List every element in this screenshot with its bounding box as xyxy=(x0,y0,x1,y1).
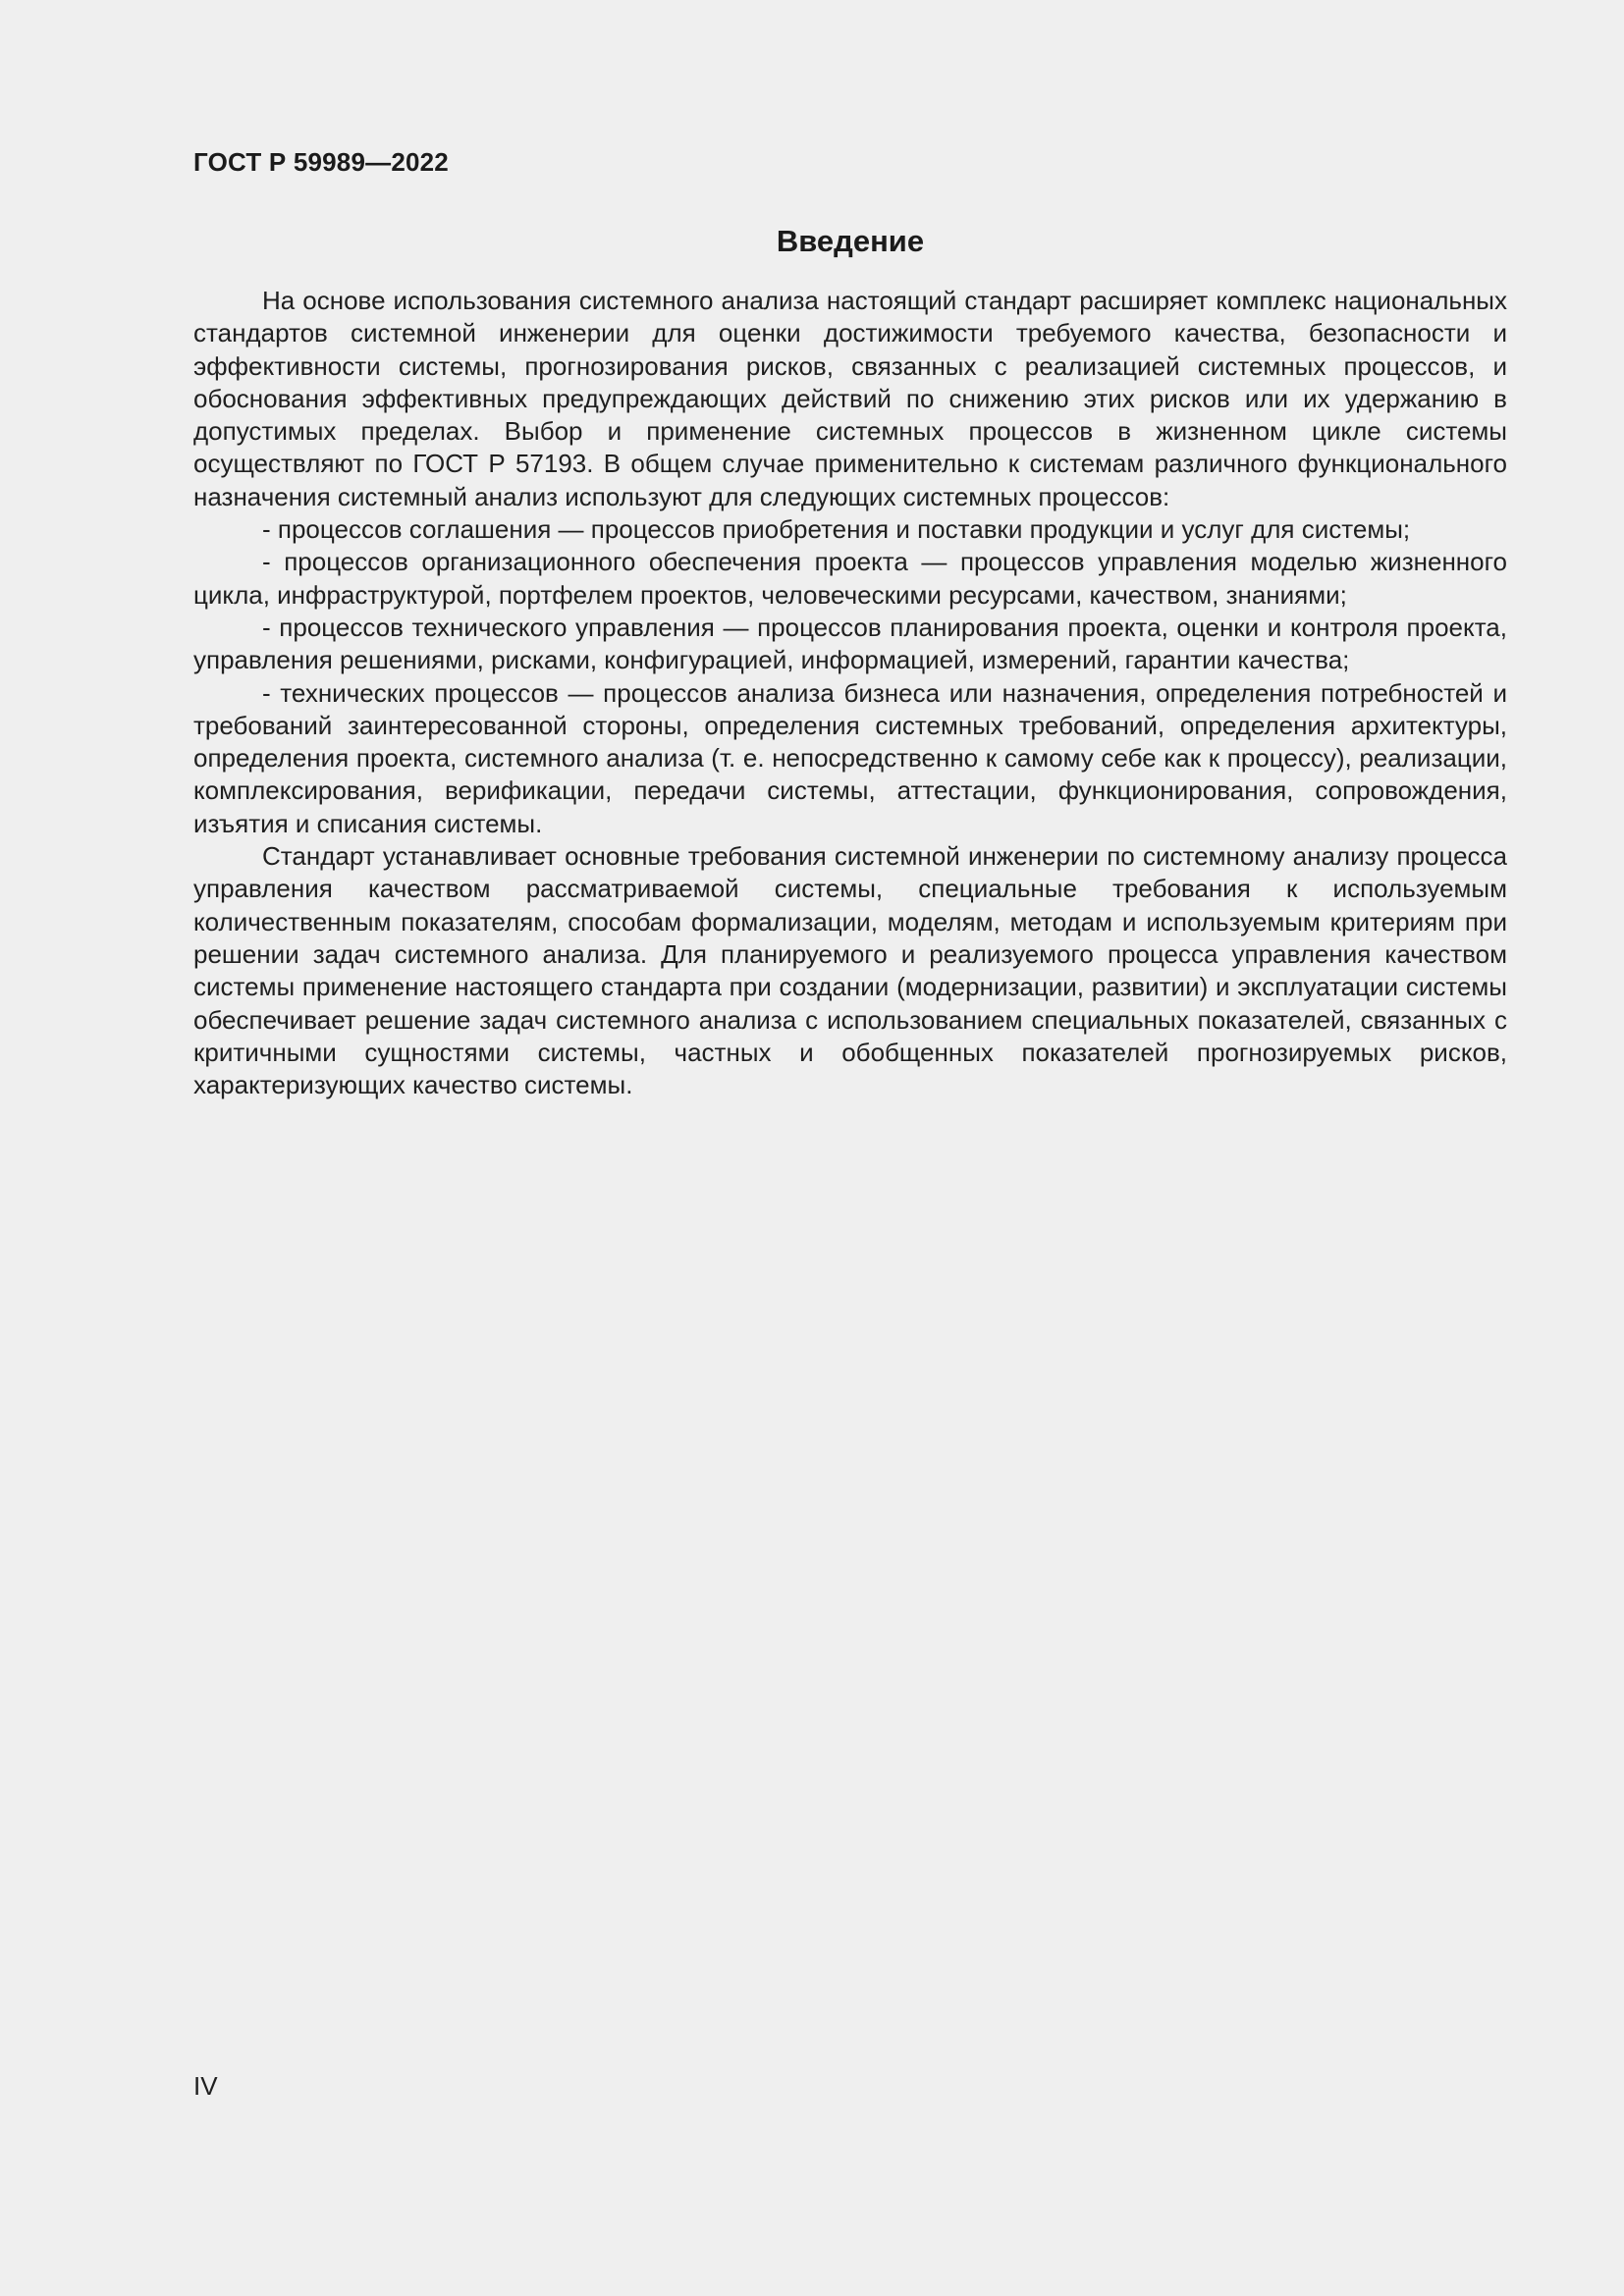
document-code: ГОСТ Р 59989—2022 xyxy=(193,147,449,177)
intro-paragraph: На основе использования системного анализа настоящий стандарт расширяет комплекс национальных стандартов системной инженерии для оценки достижимости требуемого качества, безопасности и эффективности системы, прогнозирования рисков, связанных с реализацией системных процессов, и обоснования эффективных предупреждающих действий по снижению этих рисков или их удержанию в допустимых пределах. Выбор и применение системных процессов в жизненном цикле системы осуществляют по ГОСТ Р 57193. В общем случае применительно к системам различного функционального назначения системный анализ используют для следующих системных процессов: xyxy=(193,286,1507,511)
body-text xyxy=(193,285,1507,1101)
list-item-technical-management-processes: - процессов технического управления — процессов планирования проекта, оценки и контроля проекта, управления решениями, рисками, конфигурацией, информацией, измерений, гарантии качества; xyxy=(193,612,1507,675)
standard-scope-paragraph: Стандарт устанавливает основные требования системной инженерии по системному анализу процесса управления качеством рассматриваемой системы, специальные требования к используемым количественным показателям, способам формализации, моделям, методам и используемым критериям при решении задач системного анализа. Для планируемого и реализуемого процесса управления качеством системы применение настоящего стандарта при создании (модернизации, развитии) и эксплуатации системы обеспечивает решение задач системного анализа с использованием специальных показателей, связанных с критичными сущностями системы, частных и обобщенных показателей прогнозируемых рисков, характеризующих качество системы. xyxy=(193,841,1507,1100)
list-item-technical-processes: - технических процессов — процессов анализа бизнеса или назначения, определения потребностей и требований заинтересованной стороны, определения системных требований, определения архитектуры, определения проекта, системного анализа (т. е. непосредственно к самому себе как к процессу), реализации, комплексирования, верификации, передачи системы, аттестации, функционирования, сопровождения, изъятия и списания системы. xyxy=(193,677,1507,838)
page-number: IV xyxy=(193,2071,218,2101)
list-item-agreement-processes: - процессов соглашения — процессов приобретения и поставки продукции и услуг для системы; xyxy=(262,514,1411,545)
section-title: Введение xyxy=(776,224,925,258)
list-item-organizational-processes: - процессов организационного обеспечения проекта — процессов управления моделью жизненного цикла, инфраструктурой, портфелем проектов, человеческими ресурсами, качеством, знаниями; xyxy=(193,547,1507,610)
